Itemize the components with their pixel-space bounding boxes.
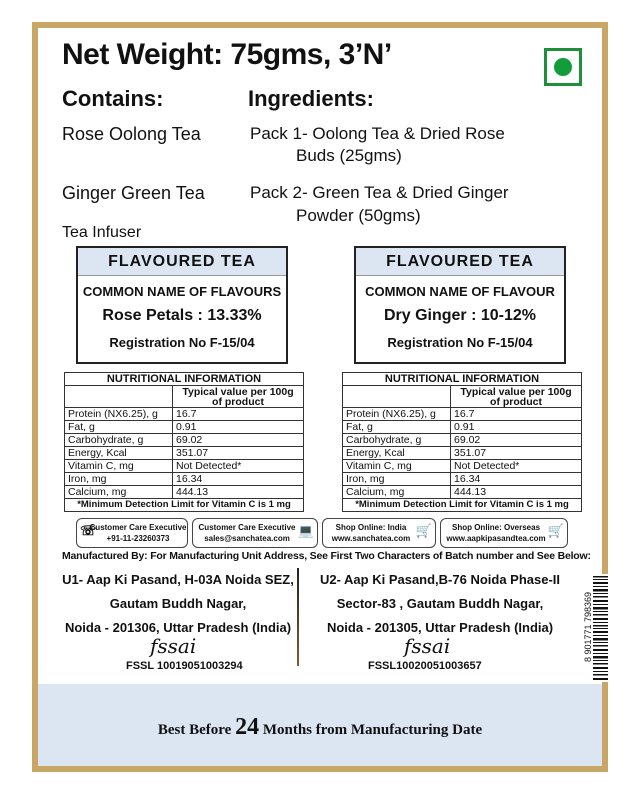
ingredient-line: Pack 1- Oolong Tea & Dried Rose: [250, 124, 505, 143]
unit-address: U1- Aap Ki Pasand, H-03A Noida SEZ, Gautam Buddh Nagar, Noida - 201306, Uttar Pradesh (India): [62, 572, 294, 635]
common-name: COMMON NAME OF FLAVOURS: [82, 284, 282, 299]
veg-symbol-icon: [544, 48, 582, 86]
nutrition-footnote: *Minimum Detection Limit for Vitamin C is 1 mg: [343, 499, 582, 512]
flavour-box: [354, 246, 566, 364]
fssl-number: FSSL10020051003657: [368, 660, 482, 672]
table-row: Vitamin C, mg Not Detected*: [65, 460, 304, 473]
fssai-logo: fssai: [150, 634, 197, 658]
nutrition-title: NUTRITIONAL INFORMATION: [343, 373, 582, 386]
typical-value-header: Typical value per 100g of product: [451, 386, 582, 408]
cart-icon: 🛒: [547, 523, 564, 538]
flavour-percentage: Dry Ginger : 10-12%: [383, 307, 537, 324]
common-name: COMMON NAME OF FLAVOUR: [365, 284, 555, 299]
contact-phone: ☏ Customer Care Executive +91-11-23260373: [76, 518, 188, 548]
table-row: Fat, g 0.91: [65, 421, 304, 434]
table-row: Carbohydrate, g 69.02: [343, 434, 582, 447]
label-panel: [38, 28, 602, 766]
item-name: Ginger Green Tea: [62, 183, 205, 203]
table-row: Protein (NX6.25), g 16.7: [343, 408, 582, 421]
barcode-number: 8 901771 798369: [583, 591, 593, 663]
typical-value-header: Typical value per 100g of product: [173, 386, 304, 408]
table-row: Protein (NX6.25), g 16.7: [65, 408, 304, 421]
net-weight: Net Weight: 75gms, 3’N’: [62, 38, 392, 71]
table-row: Energy, Kcal 351.07: [65, 447, 304, 460]
item-name: Rose Oolong Tea: [62, 124, 201, 144]
ingredient-line: Pack 2- Green Tea & Dried Ginger: [250, 183, 509, 202]
contact-shop-india: 🛒 Shop Online: India www.sanchatea.com: [322, 518, 436, 548]
table-row: Energy, Kcal 351.07: [343, 447, 582, 460]
table-row: Vitamin C, mg Not Detected*: [343, 460, 582, 473]
flavour-box-header: FLAVOURED TEA: [356, 248, 564, 276]
barcode: [580, 574, 608, 682]
table-row: Iron, mg 16.34: [65, 473, 304, 486]
laptop-icon: 💻: [297, 523, 314, 538]
flavour-percentage: Rose Petals : 13.33%: [102, 307, 262, 324]
ingredient-line: Powder (50gms): [296, 206, 421, 225]
table-row: Calcium, mg 444.13: [343, 486, 582, 499]
nutrition-table: [64, 372, 304, 512]
cart-icon: 🛒: [415, 523, 432, 538]
fssl-number: FSSL 10019051003294: [126, 660, 243, 672]
phone-icon: ☏: [80, 523, 97, 538]
contact-shop-overseas: 🛒 Shop Online: Overseas www.aapkipasandtea.com: [440, 518, 568, 548]
unit-address: U2- Aap Ki Pasand,B-76 Noida Phase-II Sector-83 , Gautam Buddh Nagar, Noida - 201305, Uttar Pradesh (India): [319, 572, 561, 635]
flavour-box: [76, 246, 288, 364]
flavour-box-header: FLAVOURED TEA: [78, 248, 286, 276]
table-row: Carbohydrate, g 69.02: [65, 434, 304, 447]
contact-email: 💻 Customer Care Executive sales@sanchatea.com: [192, 518, 318, 548]
tea-infuser: Tea Infuser: [62, 224, 142, 241]
nutrition-table: [342, 372, 582, 512]
contains-heading: Contains:: [62, 86, 164, 111]
nutrition-title: NUTRITIONAL INFORMATION: [65, 373, 304, 386]
registration-number: Registration No F-15/04: [387, 335, 533, 350]
manufactured-by: Manufactured By: For Manufacturing Unit Address, See First Two Characters of Batch number and See Below:: [62, 550, 591, 562]
ingredient-line: Buds (25gms): [296, 146, 402, 165]
label-border: [32, 22, 608, 772]
fssai-logo: fssai: [404, 634, 451, 658]
table-row: Calcium, mg 444.13: [65, 486, 304, 499]
ingredients-heading: Ingredients:: [248, 86, 374, 111]
registration-number: Registration No F-15/04: [109, 335, 255, 350]
nutrition-footnote: *Minimum Detection Limit for Vitamin C is 1 mg: [65, 499, 304, 512]
best-before: Best Before 24 Months from Manufacturing Date: [157, 714, 483, 740]
divider: [297, 568, 299, 666]
table-row: Iron, mg 16.34: [343, 473, 582, 486]
table-row: Fat, g 0.91: [343, 421, 582, 434]
